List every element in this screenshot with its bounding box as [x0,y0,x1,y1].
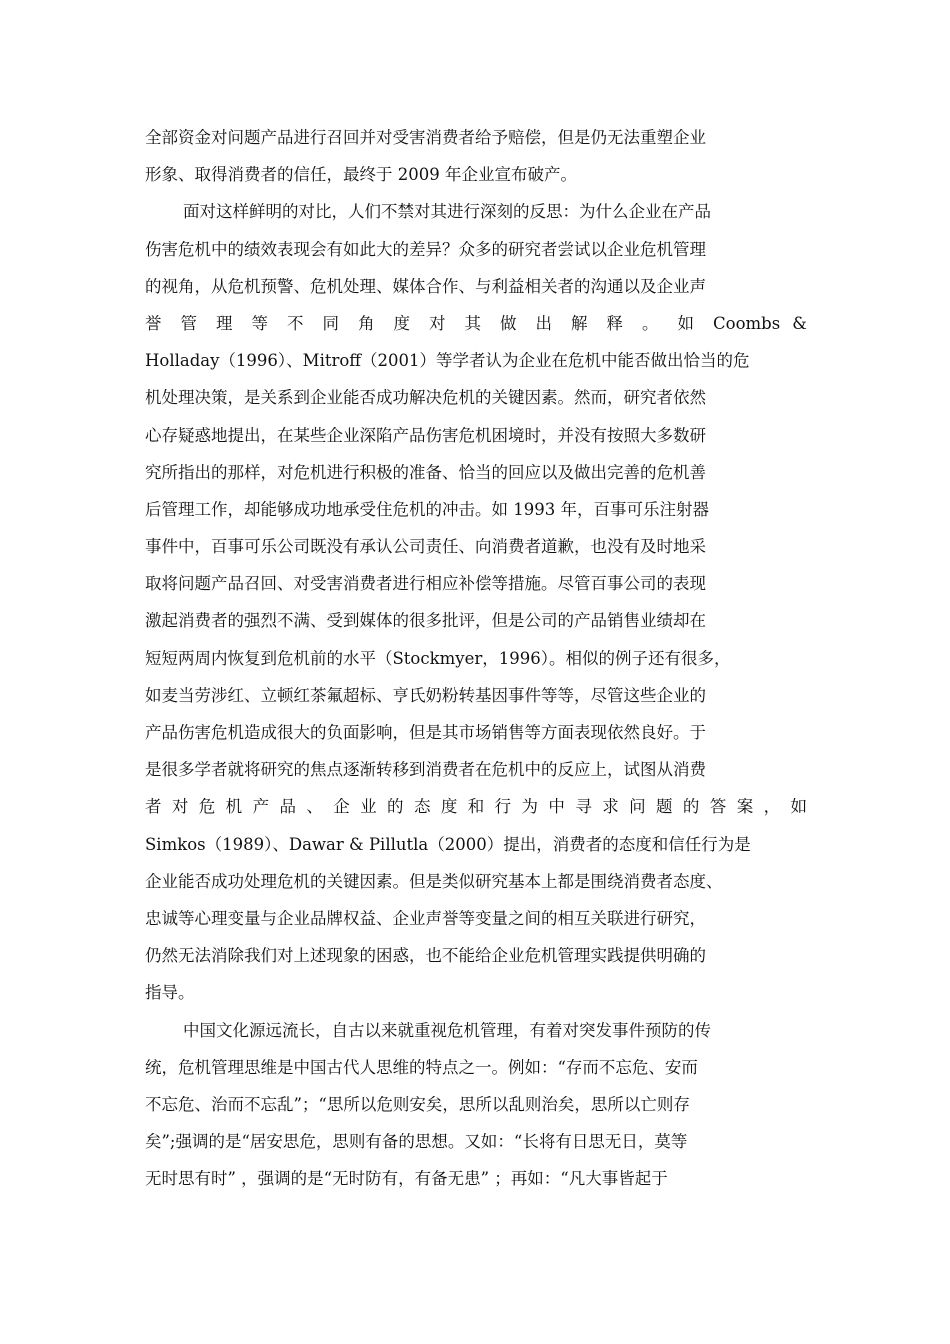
text-line: 后管理工作，却能够成功地承受住危机的冲击。如 1993 年，百事可乐注射器 [145,499,709,519]
text-line: 机处理决策，是关系到企业能否成功解决危机的关键因素。然而，研究者依然 [145,388,706,408]
text-line: Simkos（1989）、Dawar & Pillutla（2000）提出，消费者的态度和信任行为是 [145,834,751,854]
text-line: 面对这样鲜明的对比，人们不禁对其进行深刻的反思：为什么企业在产品 [183,202,711,222]
text-line: 如麦当劳涉红、立顿红茶氟超标、亨氏奶粉转基因事件等等，尽管这些企业的 [145,685,706,705]
text-line: 者 对 危 机 产 品 、 企 业 的 态 度 和 行 为 中 寻 求 问 题 的 答 案 ， 如 [145,797,807,817]
text-line: 企业能否成功处理危机的关键因素。但是类似研究基本上都是围绕消费者态度、 [145,871,723,891]
text-line: 伤害危机中的绩效表现会有如此大的差异？众多的研究者尝试以企业危机管理 [145,239,706,259]
text-line: 矣”;强调的是“居安思危，思则有备的思想。又如：“长将有日思无日，莫等 [145,1132,688,1152]
text-line: 的视角，从危机预警、危机处理、媒体合作、与利益相关者的沟通以及企业声 [145,276,706,296]
text-line: Holladay（1996）、Mitroff（2001）等学者认为企业在危机中能否做出恰当的危 [145,351,750,371]
text-line: 产品伤害危机造成很大的负面影响，但是其市场销售等方面表现依然良好。于 [145,723,706,742]
text-line: 全部资金对问题产品进行召回并对受害消费者给予赔偿，但是仍无法重塑企业 [145,128,706,147]
text-line: 统，危机管理思维是中国古代人思维的特点之一。例如：“存而不忘危、安而 [145,1057,698,1077]
text-line: 取将问题产品召回、对受害消费者进行相应补偿等措施。尽管百事公司的表现 [145,574,706,594]
text-line: 是很多学者就将研究的焦点逐渐转移到消费者在危机中的反应上，试图从消费 [145,760,706,780]
text-line: 中国文化源远流长，自古以来就重视危机管理，有着对突发事件预防的传 [183,1020,711,1040]
text-line: 形象、取得消费者的信任，最终于 2009 年企业宣布破产。 [145,165,577,185]
text-line: 誉 管 理 等 不 同 角 度 对 其 做 出 解 释 。 如 Coombs & [145,313,807,333]
text-line: 忠诚等心理变量与企业品牌权益、企业声誉等变量之间的相互关联进行研究， [145,908,706,928]
body-text [145,119,807,1197]
text-line: 无时思有时” ，强调的是“无时防有，有备无患” ；再如：“凡大事皆起于 [145,1169,668,1189]
text-line: 仍然无法消除我们对上述现象的困惑，也不能给企业危机管理实践提供明确的 [145,946,706,966]
text-line: 究所指出的那样，对危机进行积极的准备、恰当的回应以及做出完善的危机善 [145,462,706,482]
text-line: 事件中，百事可乐公司既没有承认公司责任、向消费者道歉，也没有及时地采 [145,537,706,557]
text-line: 心存疑惑地提出，在某些企业深陷产品伤害危机困境时，并没有按照大多数研 [145,425,706,445]
text-line: 不忘危、治而不忘乱”；“思所以危则安矣，思所以乱则治矣，思所以亡则存 [145,1094,690,1114]
text-line: 指导。 [145,983,195,1003]
text-line: 激起消费者的强烈不满、受到媒体的很多批评，但是公司的产品销售业绩却在 [145,611,706,631]
text-line: 短短两周内恢复到危机前的水平（Stockmyer，1996）。相似的例子还有很多， [145,648,731,668]
